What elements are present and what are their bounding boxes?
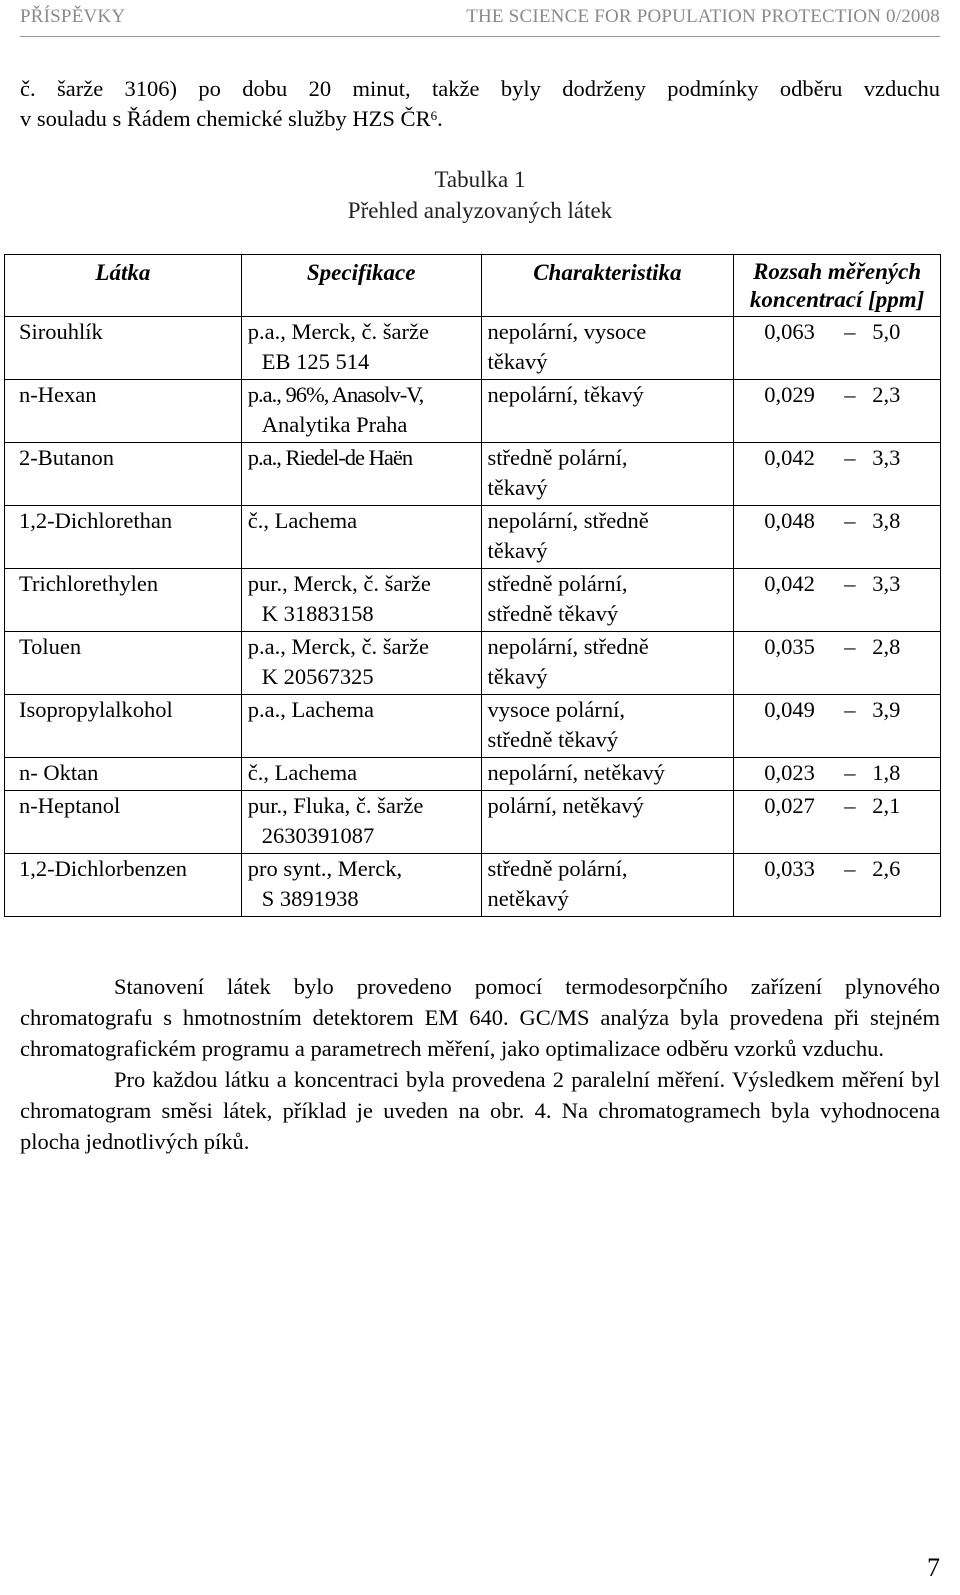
range-high: 3,3 xyxy=(872,445,901,470)
table-caption-title: Přehled analyzovaných látek xyxy=(347,198,613,223)
substance-name: Isopropylalkohol xyxy=(19,697,173,722)
cell-range xyxy=(734,317,941,380)
specification-line-1: č., Lachema xyxy=(247,760,358,785)
cell-range xyxy=(734,506,941,569)
cell-characteristics xyxy=(481,317,734,380)
range-dash: – xyxy=(844,760,856,785)
cell-substance xyxy=(5,317,242,380)
header-divider xyxy=(20,36,940,37)
characteristics-line-2: středně těkavý xyxy=(487,727,619,752)
header-section: PŘÍSPĚVKY xyxy=(20,6,126,27)
specification-line-1: p.a., 96%, Anasolv-V, xyxy=(247,382,424,407)
table-row xyxy=(5,317,941,380)
cell-specification xyxy=(241,443,481,506)
specification-line-1: pro synt., Merck, xyxy=(247,856,403,881)
table-row xyxy=(5,380,941,443)
cell-range xyxy=(734,695,941,758)
substances-table xyxy=(4,254,941,917)
intro-line-2-end: . xyxy=(437,106,443,131)
characteristics-line-1: nepolární, netěkavý xyxy=(487,760,665,785)
table-row xyxy=(5,569,941,632)
characteristics-line-1: středně polární, xyxy=(487,856,628,881)
characteristics-line-1: nepolární, těkavý xyxy=(487,382,644,407)
table-row xyxy=(5,791,941,854)
range-low: 0,048 xyxy=(764,508,815,533)
characteristics-line-1: středně polární, xyxy=(487,571,628,596)
specification-line-2: K 20567325 xyxy=(261,664,374,689)
substance-name: 1,2-Dichlorbenzen xyxy=(19,856,188,881)
paragraph-1: Stanovení látek bylo provedeno pomocí termodesorpčního zařízení plynového chromatografu s hmotnostním detektorem EM 640. GC/MS analýza byla provedena při stejném chromatografickém programu a parametrech měření, jako optimalizace odběru vzorků vzduchu. xyxy=(20,974,940,1061)
table-caption-label: Tabulka 1 xyxy=(434,167,526,192)
cell-range xyxy=(734,758,941,791)
range-high: 3,8 xyxy=(872,508,901,533)
cell-range xyxy=(734,791,941,854)
cell-characteristics xyxy=(481,569,734,632)
col-header-specification: Specifikace xyxy=(241,255,481,317)
range-high: 1,8 xyxy=(872,760,901,785)
specification-line-1: č., Lachema xyxy=(247,508,358,533)
range-high: 5,0 xyxy=(872,319,901,344)
table-row xyxy=(5,443,941,506)
cell-specification xyxy=(241,791,481,854)
cell-substance xyxy=(5,758,242,791)
range-low: 0,029 xyxy=(764,382,815,407)
cell-substance xyxy=(5,380,242,443)
characteristics-line-1: nepolární, vysoce xyxy=(487,319,647,344)
cell-specification xyxy=(241,695,481,758)
table-row xyxy=(5,632,941,695)
footnote-ref[interactable]: 6 xyxy=(430,108,438,123)
range-dash: – xyxy=(844,634,856,659)
range-dash: – xyxy=(844,571,856,596)
characteristics-line-2: středně těkavý xyxy=(487,601,619,626)
cell-specification xyxy=(241,854,481,917)
range-low: 0,023 xyxy=(764,760,815,785)
characteristics-line-2: těkavý xyxy=(487,538,548,563)
cell-characteristics xyxy=(481,443,734,506)
range-high: 2,8 xyxy=(872,634,901,659)
range-low: 0,027 xyxy=(764,793,815,818)
range-dash: – xyxy=(844,697,856,722)
substance-name: 1,2-Dichlorethan xyxy=(19,508,173,533)
substance-name: Toluen xyxy=(19,634,82,659)
substance-name: n-Hexan xyxy=(19,382,97,407)
table-body xyxy=(5,317,941,917)
intro-line-2 xyxy=(20,104,940,134)
table-row xyxy=(5,854,941,917)
cell-substance xyxy=(5,506,242,569)
characteristics-line-2: netěkavý xyxy=(487,886,569,911)
cell-range xyxy=(734,380,941,443)
cell-specification xyxy=(241,506,481,569)
range-low: 0,033 xyxy=(764,856,815,881)
range-dash: – xyxy=(844,856,856,881)
table-row xyxy=(5,506,941,569)
intro-paragraph xyxy=(20,74,940,134)
table-header-row xyxy=(5,255,941,317)
cell-specification xyxy=(241,758,481,791)
table-row xyxy=(5,695,941,758)
range-high: 2,6 xyxy=(872,856,901,881)
cell-characteristics xyxy=(481,506,734,569)
cell-substance xyxy=(5,443,242,506)
paragraph-2: Pro každou látku a koncentraci byla provedena 2 paralelní měření. Výsledkem měření byl chromatogram směsi látek, příklad je uveden na obr. 4. Na chromatogramech byla vyhodnocena plocha jednotlivých píků. xyxy=(20,1067,940,1154)
cell-substance xyxy=(5,791,242,854)
cell-range xyxy=(734,854,941,917)
characteristics-line-1: vysoce polární, xyxy=(487,697,625,722)
cell-characteristics xyxy=(481,380,734,443)
intro-line-2-text: v souladu s Řádem chemické služby HZS ČR xyxy=(20,106,431,131)
specification-line-1: pur., Fluka, č. šarže xyxy=(247,793,424,818)
characteristics-line-1: nepolární, středně xyxy=(487,508,649,533)
range-low: 0,035 xyxy=(764,634,815,659)
range-low: 0,049 xyxy=(764,697,815,722)
specification-line-2: 2630391087 xyxy=(261,823,375,848)
range-high: 3,3 xyxy=(872,571,901,596)
specification-line-1: p.a., Merck, č. šarže xyxy=(247,634,429,659)
characteristics-line-1: středně polární, xyxy=(487,445,628,470)
specification-line-1: p.a., Lachema xyxy=(247,697,374,722)
cell-characteristics xyxy=(481,854,734,917)
specification-line-1: p.a., Riedel-de Haën xyxy=(247,445,413,470)
characteristics-line-2: těkavý xyxy=(487,664,548,689)
range-low: 0,042 xyxy=(764,445,815,470)
range-high: 2,1 xyxy=(872,793,901,818)
cell-specification xyxy=(241,317,481,380)
substance-name: Sirouhlík xyxy=(19,319,103,344)
running-header xyxy=(20,4,940,30)
range-low: 0,063 xyxy=(764,319,815,344)
cell-specification xyxy=(241,380,481,443)
table-row xyxy=(5,758,941,791)
specification-line-2: S 3891938 xyxy=(261,886,359,911)
cell-substance xyxy=(5,854,242,917)
range-dash: – xyxy=(844,382,856,407)
range-dash: – xyxy=(844,508,856,533)
col-header-range: Rozsah měřených koncentrací [ppm] xyxy=(734,255,941,317)
characteristics-line-2: těkavý xyxy=(487,349,548,374)
specification-line-2: Analytika Praha xyxy=(261,412,408,437)
specification-line-1: pur., Merck, č. šarže xyxy=(247,571,431,596)
range-dash: – xyxy=(844,445,856,470)
range-dash: – xyxy=(844,319,856,344)
range-high: 2,3 xyxy=(872,382,901,407)
range-high: 3,9 xyxy=(872,697,901,722)
characteristics-line-2: těkavý xyxy=(487,475,548,500)
cell-characteristics xyxy=(481,632,734,695)
range-dash: – xyxy=(844,793,856,818)
cell-characteristics xyxy=(481,695,734,758)
specification-line-2: EB 125 514 xyxy=(261,349,370,374)
intro-line-1: č. šarže 3106) po dobu 20 minut, takže byly dodrženy podmínky odběru vzduchu xyxy=(20,76,940,101)
specification-line-2: K 31883158 xyxy=(261,601,374,626)
col-header-characteristics: Charakteristika xyxy=(481,255,734,317)
substance-name: n-Heptanol xyxy=(19,793,121,818)
col-header-substance: Látka xyxy=(5,255,242,317)
cell-characteristics xyxy=(481,791,734,854)
page-number: 7 xyxy=(927,1553,940,1582)
specification-line-1: p.a., Merck, č. šarže xyxy=(247,319,429,344)
cell-specification xyxy=(241,632,481,695)
cell-range xyxy=(734,632,941,695)
range-low: 0,042 xyxy=(764,571,815,596)
cell-range xyxy=(734,443,941,506)
characteristics-line-1: nepolární, středně xyxy=(487,634,649,659)
cell-substance xyxy=(5,632,242,695)
cell-range xyxy=(734,569,941,632)
cell-substance xyxy=(5,695,242,758)
body-text xyxy=(20,971,940,1157)
substance-name: Trichlorethylen xyxy=(19,571,159,596)
substance-name: n- Oktan xyxy=(19,760,99,785)
cell-characteristics xyxy=(481,758,734,791)
cell-substance xyxy=(5,569,242,632)
header-journal: THE SCIENCE FOR POPULATION PROTECTION 0/2008 xyxy=(466,6,940,27)
characteristics-line-1: polární, netěkavý xyxy=(487,793,644,818)
cell-specification xyxy=(241,569,481,632)
substance-name: 2-Butanon xyxy=(19,445,114,470)
